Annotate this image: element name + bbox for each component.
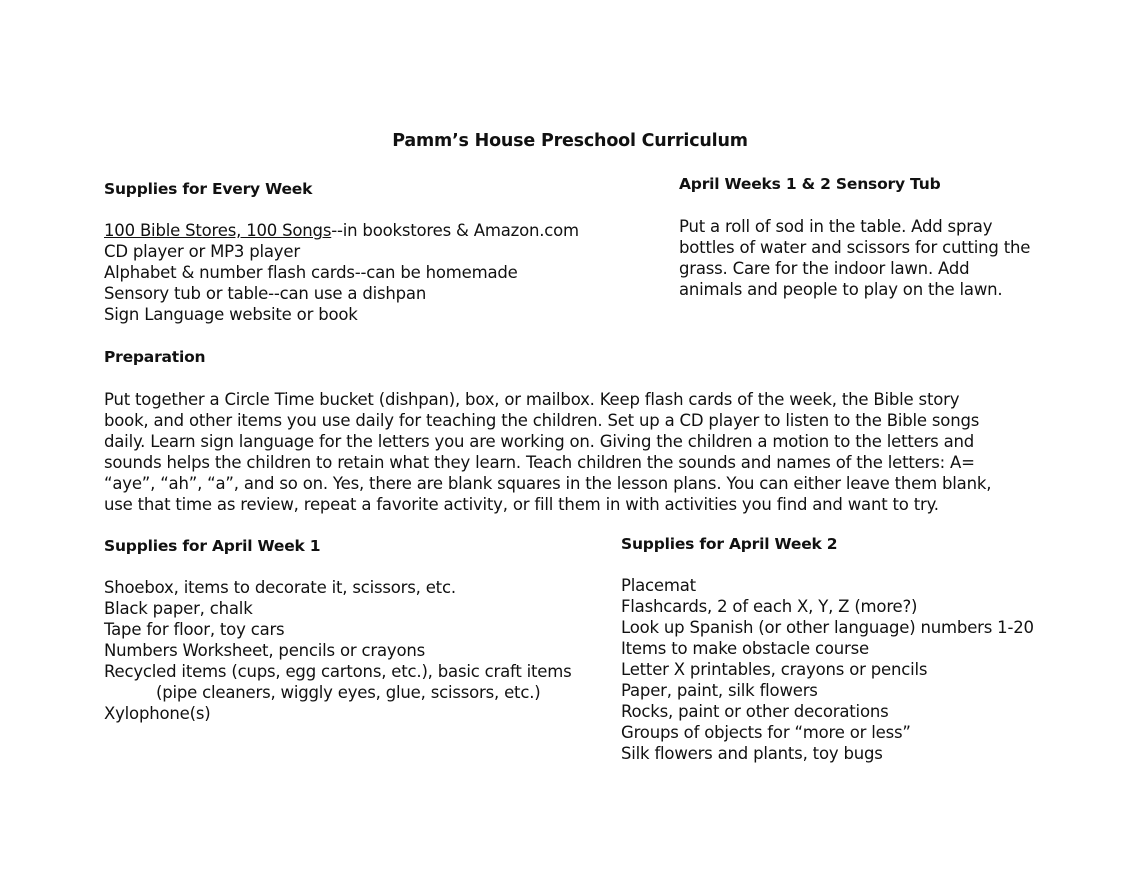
text-line: sounds helps the children to retain what they learn. Teach children the sounds and names of the letters: A=	[104, 453, 975, 472]
preparation-heading: Preparation	[104, 348, 206, 366]
list-item: Letter X printables, crayons or pencils	[621, 660, 928, 679]
list-item	[104, 220, 579, 241]
list-item: Recycled items (cups, egg cartons, etc.), basic craft items	[104, 662, 572, 681]
list-item: Paper, paint, silk flowers	[621, 681, 818, 700]
list-item: Sign Language website or book	[104, 305, 358, 324]
list-item: Groups of objects for “more or less”	[621, 723, 911, 742]
text-line: bottles of water and scissors for cutting the	[679, 238, 1031, 257]
list-item: Alphabet & number flash cards--can be homemade	[104, 263, 518, 282]
week1-heading: Supplies for April Week 1	[104, 537, 321, 555]
text-line: grass. Care for the indoor lawn. Add	[679, 259, 970, 278]
text-line: use that time as review, repeat a favorite activity, or fill them in with activities you find and want to try.	[104, 495, 939, 514]
sensory-tub-text	[679, 216, 1059, 300]
list-item: Xylophone(s)	[104, 704, 211, 723]
list-item: Black paper, chalk	[104, 599, 253, 618]
every-week-list	[104, 220, 579, 325]
text-line: Put together a Circle Time bucket (dishpan), box, or mailbox. Keep flash cards of the week, the Bible story	[104, 390, 960, 409]
text-line: “aye”, “ah”, “a”, and so on. Yes, there are blank squares in the lesson plans. You can either leave them blank,	[104, 474, 992, 493]
list-item: Look up Spanish (or other language) numbers 1-20	[621, 618, 1034, 637]
text-line: Put a roll of sod in the table. Add spray	[679, 217, 993, 236]
sensory-tub-heading: April Weeks 1 & 2 Sensory Tub	[679, 175, 941, 193]
list-item: Placemat	[621, 576, 696, 595]
list-item: Tape for floor, toy cars	[104, 620, 285, 639]
every-week-heading: Supplies for Every Week	[104, 180, 313, 198]
text-line: daily. Learn sign language for the letters you are working on. Giving the children a motion to the letters and	[104, 432, 975, 451]
list-item: Sensory tub or table--can use a dishpan	[104, 284, 427, 303]
text-line: book, and other items you use daily for teaching the children. Set up a CD player to listen to the Bible songs	[104, 411, 980, 430]
list-item: Rocks, paint or other decorations	[621, 702, 889, 721]
week2-heading: Supplies for April Week 2	[621, 535, 838, 553]
page-title: Pamm’s House Preschool Curriculum	[392, 131, 748, 151]
text-line: animals and people to play on the lawn.	[679, 280, 1003, 299]
bible-book-source: --in bookstores & Amazon.com	[331, 221, 579, 240]
week2-list	[621, 575, 1034, 764]
week1-list	[104, 577, 572, 724]
list-item: CD player or MP3 player	[104, 242, 300, 261]
list-item: Numbers Worksheet, pencils or crayons	[104, 641, 425, 660]
list-item: Shoebox, items to decorate it, scissors, etc.	[104, 578, 456, 597]
bible-book-title: 100 Bible Stores, 100 Songs	[104, 221, 332, 240]
preparation-text	[104, 389, 1044, 515]
list-item: Flashcards, 2 of each X, Y, Z (more?)	[621, 597, 918, 616]
list-item-continuation: (pipe cleaners, wiggly eyes, glue, scissors, etc.)	[156, 683, 541, 702]
list-item: Items to make obstacle course	[621, 639, 869, 658]
list-item: Silk flowers and plants, toy bugs	[621, 744, 883, 763]
